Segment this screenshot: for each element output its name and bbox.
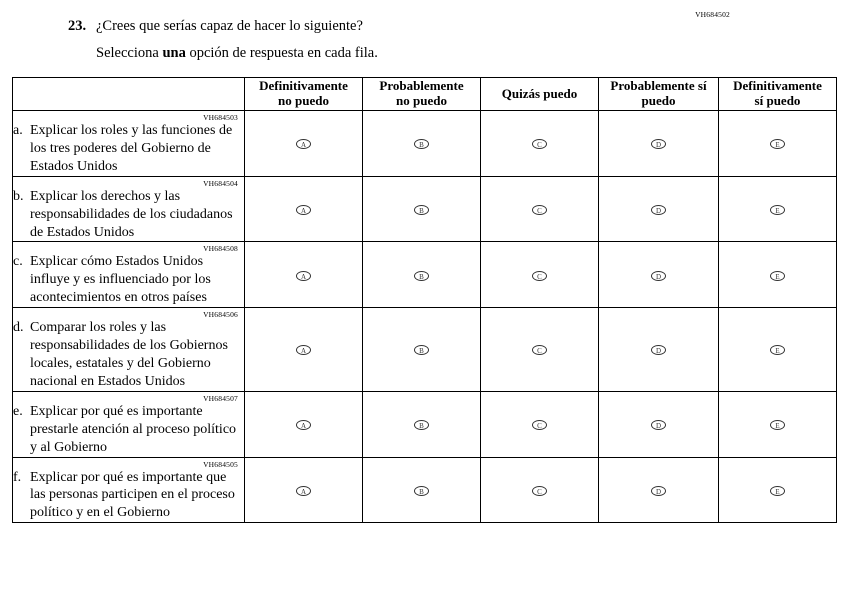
row-stem xyxy=(13,457,245,523)
radio-option-e[interactable] xyxy=(719,457,837,523)
table-row xyxy=(13,391,837,457)
radio-bubble[interactable]: C xyxy=(532,205,547,215)
column-header-line2: no puedo xyxy=(278,93,329,108)
radio-bubble[interactable]: B xyxy=(414,271,429,281)
row-letter: b. xyxy=(13,188,24,204)
question-block xyxy=(68,18,768,62)
row-letter: f. xyxy=(13,469,22,485)
row-stem xyxy=(13,308,245,392)
radio-bubble[interactable]: E xyxy=(770,271,785,281)
radio-option-b[interactable] xyxy=(363,242,481,308)
matrix-header-row xyxy=(13,78,837,111)
radio-option-a[interactable] xyxy=(245,391,363,457)
row-stem xyxy=(13,111,245,177)
row-item-id: VH684505 xyxy=(203,459,238,469)
radio-bubble[interactable]: A xyxy=(296,345,311,355)
radio-bubble[interactable]: B xyxy=(414,205,429,215)
column-header-quizas-puedo xyxy=(481,78,599,111)
radio-option-c[interactable] xyxy=(481,391,599,457)
radio-bubble[interactable]: C xyxy=(532,345,547,355)
row-letter: c. xyxy=(13,254,23,270)
table-row xyxy=(13,242,837,308)
radio-option-c[interactable] xyxy=(481,308,599,392)
radio-bubble[interactable]: B xyxy=(414,345,429,355)
radio-option-e[interactable] xyxy=(719,111,837,177)
radio-option-a[interactable] xyxy=(245,111,363,177)
radio-bubble[interactable]: A xyxy=(296,420,311,430)
column-header-line1: Definitivamente xyxy=(733,78,822,94)
row-item-id: VH684504 xyxy=(203,178,238,188)
row-text: Comparar los roles y las responsabilidades de los Gobiernos locales, estatales y del Gobierno nacional en Estados Unidos xyxy=(30,320,228,389)
radio-option-b[interactable] xyxy=(363,391,481,457)
radio-bubble[interactable]: E xyxy=(770,486,785,496)
instruction-emphasis: una xyxy=(162,45,186,61)
radio-bubble[interactable]: A xyxy=(296,139,311,149)
column-header-line2: puedo xyxy=(641,93,676,108)
column-header-line1: Quizás puedo xyxy=(501,85,578,101)
radio-option-d[interactable] xyxy=(599,176,719,242)
radio-option-b[interactable] xyxy=(363,308,481,392)
table-row xyxy=(13,176,837,242)
radio-bubble[interactable]: D xyxy=(651,345,666,355)
radio-option-e[interactable] xyxy=(719,242,837,308)
radio-bubble[interactable]: E xyxy=(770,139,785,149)
radio-bubble[interactable]: C xyxy=(532,486,547,496)
row-item-id: VH684508 xyxy=(203,244,238,254)
question-prompt: ¿Crees que serías capaz de hacer lo siguiente? xyxy=(96,18,363,34)
row-item-id: VH684503 xyxy=(203,113,238,122)
row-text: Explicar los roles y las funciones de los tres poderes del Gobierno de Estados Unidos xyxy=(30,123,233,174)
row-stem xyxy=(13,391,245,457)
radio-bubble[interactable]: E xyxy=(770,345,785,355)
radio-option-d[interactable] xyxy=(599,308,719,392)
radio-option-d[interactable] xyxy=(599,391,719,457)
row-item-id: VH684506 xyxy=(203,310,238,320)
radio-option-b[interactable] xyxy=(363,457,481,523)
radio-bubble[interactable]: C xyxy=(532,139,547,149)
table-row xyxy=(13,457,837,523)
radio-option-e[interactable] xyxy=(719,391,837,457)
column-header-definitivamente-no-puedo xyxy=(245,78,363,111)
radio-bubble[interactable]: D xyxy=(651,139,666,149)
radio-bubble[interactable]: B xyxy=(414,486,429,496)
row-item-id: VH684507 xyxy=(203,393,238,403)
row-letter: a. xyxy=(13,123,23,138)
radio-bubble[interactable]: D xyxy=(651,420,666,430)
radio-bubble[interactable]: D xyxy=(651,271,666,281)
radio-option-d[interactable] xyxy=(599,111,719,177)
row-letter: e. xyxy=(13,403,23,419)
instruction-after: opción de respuesta en cada fila. xyxy=(185,45,378,61)
radio-option-d[interactable] xyxy=(599,457,719,523)
radio-bubble[interactable]: B xyxy=(414,139,429,149)
table-row xyxy=(13,111,837,177)
row-text: Explicar los derechos y las responsabilidades de los ciudadanos de Estados Unidos xyxy=(30,188,233,240)
radio-option-c[interactable] xyxy=(481,457,599,523)
radio-option-a[interactable] xyxy=(245,457,363,523)
radio-bubble[interactable]: E xyxy=(770,420,785,430)
radio-option-c[interactable] xyxy=(481,242,599,308)
radio-option-b[interactable] xyxy=(363,176,481,242)
matrix-corner-cell xyxy=(13,78,245,111)
table-row xyxy=(13,308,837,392)
radio-option-a[interactable] xyxy=(245,308,363,392)
radio-option-e[interactable] xyxy=(719,308,837,392)
column-header-line1: Probablemente sí xyxy=(610,78,707,94)
radio-option-c[interactable] xyxy=(481,111,599,177)
radio-bubble[interactable]: C xyxy=(532,420,547,430)
radio-option-d[interactable] xyxy=(599,242,719,308)
column-header-definitivamente-si-puedo xyxy=(719,78,837,111)
radio-bubble[interactable]: D xyxy=(651,486,666,496)
response-matrix xyxy=(12,77,837,523)
row-stem xyxy=(13,176,245,242)
question-instruction xyxy=(96,45,768,62)
column-header-line2: no puedo xyxy=(396,93,447,108)
radio-bubble[interactable]: E xyxy=(770,205,785,215)
radio-bubble[interactable]: A xyxy=(296,486,311,496)
radio-option-a[interactable] xyxy=(245,242,363,308)
column-header-probablemente-si-puedo xyxy=(599,78,719,111)
radio-option-c[interactable] xyxy=(481,176,599,242)
radio-bubble[interactable]: D xyxy=(651,205,666,215)
column-header-line1: Probablemente xyxy=(379,78,464,94)
column-header-probablemente-no-puedo xyxy=(363,78,481,111)
page-item-id: VH684502 xyxy=(695,10,730,19)
row-text: Explicar por qué es importante que las personas participen en el proceso político y en el Gobierno xyxy=(30,469,235,521)
radio-bubble[interactable]: C xyxy=(532,271,547,281)
radio-bubble[interactable]: A xyxy=(296,205,311,215)
radio-option-a[interactable] xyxy=(245,176,363,242)
column-header-line1: Definitivamente xyxy=(259,78,348,94)
row-stem xyxy=(13,242,245,308)
row-text: Explicar cómo Estados Unidos influye y es influenciado por los acontecimientos en otros países xyxy=(30,254,211,306)
radio-bubble[interactable]: B xyxy=(414,420,429,430)
radio-option-e[interactable] xyxy=(719,176,837,242)
radio-option-b[interactable] xyxy=(363,111,481,177)
row-letter: d. xyxy=(13,320,24,336)
row-text: Explicar por qué es importante prestarle atención al proceso político y al Gobierno xyxy=(30,403,237,455)
question-number: 23. xyxy=(68,18,87,34)
column-header-line2: sí puedo xyxy=(754,93,801,108)
instruction-before: Selecciona xyxy=(96,45,163,61)
radio-bubble[interactable]: A xyxy=(296,271,311,281)
question-prompt-line xyxy=(68,18,768,35)
